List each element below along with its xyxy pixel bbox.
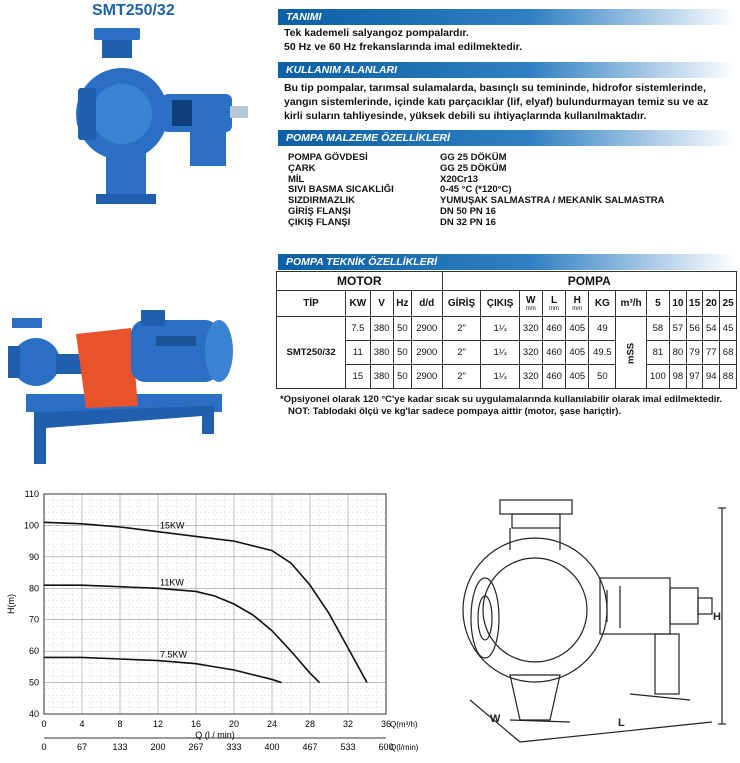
col-header: Hz — [393, 291, 411, 317]
table-cell: 2900 — [412, 317, 443, 341]
performance-chart — [0, 486, 440, 763]
table-cell: 68 — [720, 341, 737, 365]
material-key: MİL — [288, 173, 305, 185]
series-label: 7.5KW — [160, 649, 188, 660]
x-tick-label: 24 — [266, 719, 278, 729]
table-cell: 320 — [519, 341, 542, 365]
pump-bare-shaft-image — [72, 26, 252, 206]
y-tick-label: 40 — [28, 709, 39, 719]
table-cell: 100 — [646, 365, 669, 389]
x-tick-label: 36 — [380, 719, 392, 729]
curve-11KW — [44, 585, 320, 682]
col-header: 10 — [670, 291, 687, 317]
table-cell: 50 — [393, 317, 411, 341]
x2-tick-label: 467 — [302, 742, 318, 752]
x-unit-top: Q(m³/h) — [390, 720, 418, 729]
col-header: 15 — [686, 291, 703, 317]
y-tick-label: 100 — [23, 520, 39, 531]
x2-tick-label: 200 — [150, 742, 166, 752]
pompa-header: POMPA — [442, 272, 736, 291]
material-row — [288, 164, 664, 175]
table-cell: 460 — [542, 341, 565, 365]
y-tick-label: 50 — [28, 677, 39, 688]
y-tick-label: 70 — [28, 614, 39, 625]
table-cell: 460 — [542, 317, 565, 341]
x2-tick-label: 133 — [112, 742, 128, 752]
material-value: YUMUŞAK SALMASTRA / MEKANİK SALMASTRA — [440, 195, 665, 207]
y-axis-label: H(m) — [6, 594, 16, 614]
table-cell: 98 — [670, 365, 687, 389]
material-key: ÇIKIŞ FLANŞI — [288, 216, 351, 228]
material-value: GG 25 DÖKÜM — [440, 152, 507, 163]
tanimi-line: Tek kademeli salyangoz pompalardır. — [284, 27, 469, 39]
y-tick-label: 80 — [28, 583, 39, 594]
col-header: V — [370, 291, 393, 317]
material-value: GG 25 DÖKÜM — [440, 162, 507, 174]
table-cell: 320 — [519, 317, 542, 341]
table-cell: 1¼ — [481, 317, 519, 341]
material-row — [288, 218, 664, 229]
col-header — [519, 291, 542, 317]
note-line: NOT: Tablodaki ölçü ve kg'lar sadece pompaya aittir (motor, şase hariçtir). — [288, 405, 622, 417]
table-cell: 56 — [686, 317, 703, 341]
table-cell: 50 — [589, 365, 616, 389]
material-value: DN 32 PN 16 — [440, 216, 496, 228]
table-cell: 77 — [703, 341, 720, 365]
section-bar-kullanim: KULLANIM ALANLARI — [278, 62, 736, 78]
material-key: POMPA GÖVDESİ — [288, 152, 368, 163]
kullanim-text — [284, 81, 738, 123]
table-cell: 45 — [720, 317, 737, 341]
col-header: d/d — [412, 291, 443, 317]
table-cell: 380 — [370, 341, 393, 365]
dim-label-w: W — [490, 713, 501, 725]
table-cell: 2900 — [412, 341, 443, 365]
unit-mm: mm — [525, 306, 536, 312]
col-header — [566, 291, 589, 317]
tanimi-text — [284, 26, 522, 54]
col-header: KG — [589, 291, 616, 317]
dim-label-h: H — [713, 611, 721, 623]
table-cell: 11 — [346, 341, 370, 365]
table-cell: 405 — [566, 365, 589, 389]
x-tick-label: 0 — [41, 719, 47, 729]
col-header-text: L — [550, 295, 558, 306]
kullanim-line: kirli suların tahliyesinde, yüksek debili su ihtiyaçlarında kullanılmaktadır. — [284, 110, 647, 122]
col-header: TİP — [277, 291, 346, 317]
table-cell: 57 — [670, 317, 687, 341]
material-key: GİRİŞ FLANŞI — [288, 205, 351, 217]
x2-tick-label: 600 — [378, 742, 394, 752]
series-label: 11KW — [160, 577, 184, 588]
table-cell: 7.5 — [346, 317, 370, 341]
table-cell: 54 — [703, 317, 720, 341]
col-header — [542, 291, 565, 317]
table-cell: 2" — [442, 341, 481, 365]
col-header-text: W — [526, 295, 536, 306]
table-cell: 15 — [346, 365, 370, 389]
material-value: 0-45 °C (*120°C) — [440, 184, 512, 196]
series-label: 15KW — [160, 520, 185, 531]
col-header: 25 — [720, 291, 737, 317]
table-cell: 49 — [589, 317, 616, 341]
mss-cell: mSS — [616, 317, 646, 389]
x-axis-label: Q (l / min) — [195, 730, 235, 740]
table-cell: 58 — [646, 317, 669, 341]
table-cell: 50 — [393, 341, 411, 365]
x2-tick-label: 533 — [340, 742, 356, 752]
col-header: m³/h — [616, 291, 646, 317]
motor-header: MOTOR — [277, 272, 443, 291]
material-key: ÇARK — [288, 162, 316, 174]
x-tick-label: 16 — [190, 719, 202, 729]
col-header: ÇIKIŞ — [481, 291, 519, 317]
materials-list — [288, 153, 664, 229]
pump-motor-set-image — [6, 306, 242, 466]
table-cell: 405 — [566, 317, 589, 341]
table-cell: 1¼ — [481, 365, 519, 389]
col-header-text: H — [573, 295, 581, 306]
y-tick-label: 90 — [28, 551, 39, 562]
col-header: KW — [346, 291, 370, 317]
table-cell: 49.5 — [589, 341, 616, 365]
kullanim-line: yangın sistemlerinde, içinde katı parçacıklar (lif, elyaf) bulundurmayan temiz su ve az — [284, 96, 709, 108]
table-cell: 79 — [686, 341, 703, 365]
x2-tick-label: 267 — [188, 742, 204, 752]
table-cell: 50 — [393, 365, 411, 389]
table-cell: 97 — [686, 365, 703, 389]
y-tick-label: 110 — [24, 489, 39, 499]
spec-table — [276, 271, 737, 389]
notes — [280, 394, 722, 417]
table-cell: 380 — [370, 317, 393, 341]
x2-tick-label: 400 — [264, 742, 280, 752]
x-tick-label: 28 — [304, 719, 316, 729]
table-cell: 380 — [370, 365, 393, 389]
col-header: 20 — [703, 291, 720, 317]
table-cell: 1¼ — [481, 341, 519, 365]
model-title: SMT250/32 — [92, 2, 175, 19]
material-value: X20Cr13 — [440, 173, 479, 185]
table-cell: 81 — [646, 341, 669, 365]
material-key: SIVI BASMA SICAKLIĞI — [288, 184, 394, 196]
dimension-drawing — [450, 490, 732, 760]
table-cell: 2" — [442, 365, 481, 389]
table-cell: 405 — [566, 341, 589, 365]
section-bar-tanimi: TANIMI — [278, 9, 736, 25]
table-cell: 320 — [519, 365, 542, 389]
material-key: SIZDIRMAZLIK — [288, 195, 356, 207]
x-tick-label: 4 — [79, 719, 85, 729]
tip-cell: SMT250/32 — [277, 317, 346, 389]
unit-mm: mm — [549, 306, 560, 312]
x-tick-label: 8 — [117, 719, 123, 729]
table-cell: 80 — [670, 341, 687, 365]
x2-tick-label: 67 — [76, 742, 88, 752]
x-tick-label: 12 — [152, 719, 164, 729]
table-cell: 2900 — [412, 365, 443, 389]
kullanim-line: Bu tip pompalar, tarımsal sulamalarda, basınçlı su temininde, hidrofor sistemlerinde, — [284, 82, 706, 94]
note-line: *Opsiyonel olarak 120 °C'ye kadar sıcak su uygulamalarında kullanılabilir olarak imal edilmektedir. — [280, 394, 723, 405]
table-cell: 460 — [542, 365, 565, 389]
section-bar-malzeme: POMPA MALZEME ÖZELLİKLERİ — [278, 130, 736, 146]
dim-label-l: L — [618, 717, 625, 729]
y-tick-label: 60 — [28, 646, 39, 657]
material-value: DN 50 PN 16 — [440, 205, 496, 217]
x-unit-bottom: Q(l/min) — [390, 743, 419, 752]
table-cell: 2" — [442, 317, 481, 341]
section-bar-teknik: POMPA TEKNİK ÖZELLİKLERİ — [278, 254, 736, 270]
col-header: GİRİŞ — [442, 291, 481, 317]
x2-tick-label: 0 — [41, 742, 47, 752]
col-header: 5 — [646, 291, 669, 317]
x2-tick-label: 333 — [226, 742, 242, 752]
table-cell: 88 — [720, 365, 737, 389]
tanimi-line: 50 Hz ve 60 Hz frekanslarında imal edilmektedir. — [284, 41, 523, 53]
table-cell: 94 — [703, 365, 720, 389]
x-tick-label: 20 — [228, 719, 240, 729]
unit-mm: mm — [572, 306, 583, 312]
x-tick-label: 32 — [342, 719, 354, 729]
